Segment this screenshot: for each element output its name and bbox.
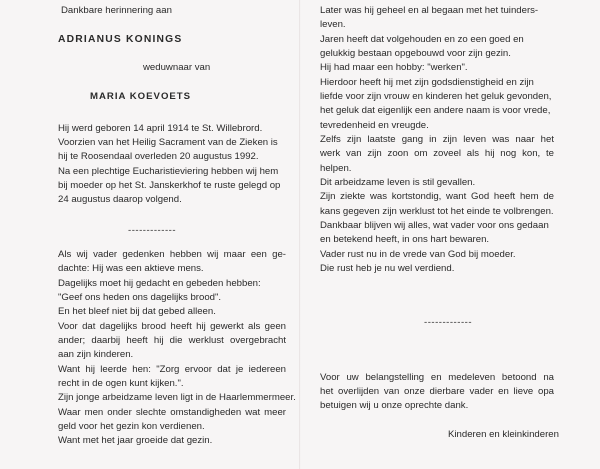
memory-line: "Geef ons heden ons dagelijks brood". — [58, 292, 222, 303]
memory-line: Want met het jaar groeide dat gezin. — [58, 435, 213, 446]
memory-line: recht in de ogen kunt kijken.". — [58, 378, 184, 389]
text-line: Dit arbeidzame leven is stil gevallen. — [320, 177, 476, 188]
memory-line: aan zijn kinderen. — [58, 349, 134, 360]
relation-text: weduwnaar van — [143, 62, 211, 73]
thanks-line: Voor uw belangstelling en medeleven betoond na — [320, 372, 554, 383]
text-line: en betekend heeft, in ons hart bewaren. — [320, 234, 490, 245]
text-line: liefde voor zijn vrouw en kinderen het geluk gevonden, — [320, 91, 552, 102]
text-line: Die rust heb je nu wel verdiend. — [320, 263, 455, 274]
bio-line: bij moeder op het St. Janskerkhof te ruste gelegd op — [58, 180, 281, 191]
bio-line: 24 augustus daarop volgend. — [58, 194, 182, 205]
text-line: Zijn ziekte was kortstondig, want God heeft hem de — [320, 191, 554, 202]
text-line: Hierdoor heeft hij met zijn godsdienstigheid en zijn — [320, 77, 534, 88]
heading: Dankbare herinnering aan — [61, 5, 172, 16]
text-line: het geluk dat eigenlijk een andere naam is voor vrede, — [320, 105, 551, 116]
memory-line: Als wij vader gedenken hebben wij maar een ge- — [58, 249, 286, 260]
text-line: Later was hij geheel en al begaan met het tuinders- — [320, 5, 539, 16]
text-line: tevredenheid en vreugde. — [320, 120, 429, 131]
text-line: Vader rust nu in de vrede van God bij moeder. — [320, 249, 516, 260]
memory-line: ander; daarbij heeft hij die werklust overgebracht — [58, 335, 286, 346]
text-line: Jaren heeft dat volgehouden en zo een goed en — [320, 34, 524, 45]
text-line: Zelfs zijn laatste gang in zijn leven was naar het — [320, 134, 554, 145]
spouse-name: MARIA KOEVOETS — [90, 91, 192, 102]
text-line: gelukkig bestaan opgebouwd voor zijn gezin. — [320, 48, 511, 59]
memory-line: Voor dat dagelijks brood heeft hij gewerkt als geen — [58, 321, 286, 332]
separator: ------------- — [424, 317, 473, 328]
memory-line: Waar men onder slechte omstandigheden wat meer — [58, 407, 286, 418]
signature: Kinderen en kleinkinderen — [448, 429, 559, 440]
text-line: leven. — [320, 19, 346, 30]
memory-line: Want hij leerde hen: "Zorg ervoor dat je iedereen — [58, 364, 286, 375]
memory-line: Zijn jonge arbeidzame leven ligt in de Haarlemmermeer. — [58, 392, 296, 403]
text-line: helpen. — [320, 163, 352, 174]
text-line: kans gegeven zijn werklust tot het einde te volbrengen. — [320, 206, 554, 217]
text-line: Dankbaar blijven wij alles, wat vader voor ons gedaan — [320, 220, 549, 231]
bio-line: Voorzien van het Heilig Sacrament van de Zieken is — [58, 137, 278, 148]
bio-line: Hij werd geboren 14 april 1914 te St. Willebrord. — [58, 123, 263, 134]
memory-line: dachte: Hij was een aktieve mens. — [58, 263, 204, 274]
bio-line: Na een plechtige Eucharistieviering hebben wij hem — [58, 166, 279, 177]
thanks-line: betuigen wij u onze oprechte dank. — [320, 400, 469, 411]
bio-line: hij te Roosendaal overleden 20 augustus 1992. — [58, 151, 259, 162]
memory-line: geld voor het gezin kon verdienen. — [58, 421, 205, 432]
center-fold — [299, 0, 301, 469]
thanks-line: het overlijden van onze dierbare vader en lieve opa — [320, 386, 554, 397]
memory-line: En het bleef niet bij dat gebed alleen. — [58, 306, 216, 317]
text-line: werk van zijn zoon om zoveel als hij nog kon, te — [320, 148, 554, 159]
separator: ------------- — [128, 225, 177, 236]
text-line: Hij had maar een hobby: "werken". — [320, 62, 468, 73]
memory-line: Dagelijks moet hij gedacht en gebeden hebben: — [58, 278, 261, 289]
deceased-name: ADRIANUS KONINGS — [58, 34, 183, 45]
